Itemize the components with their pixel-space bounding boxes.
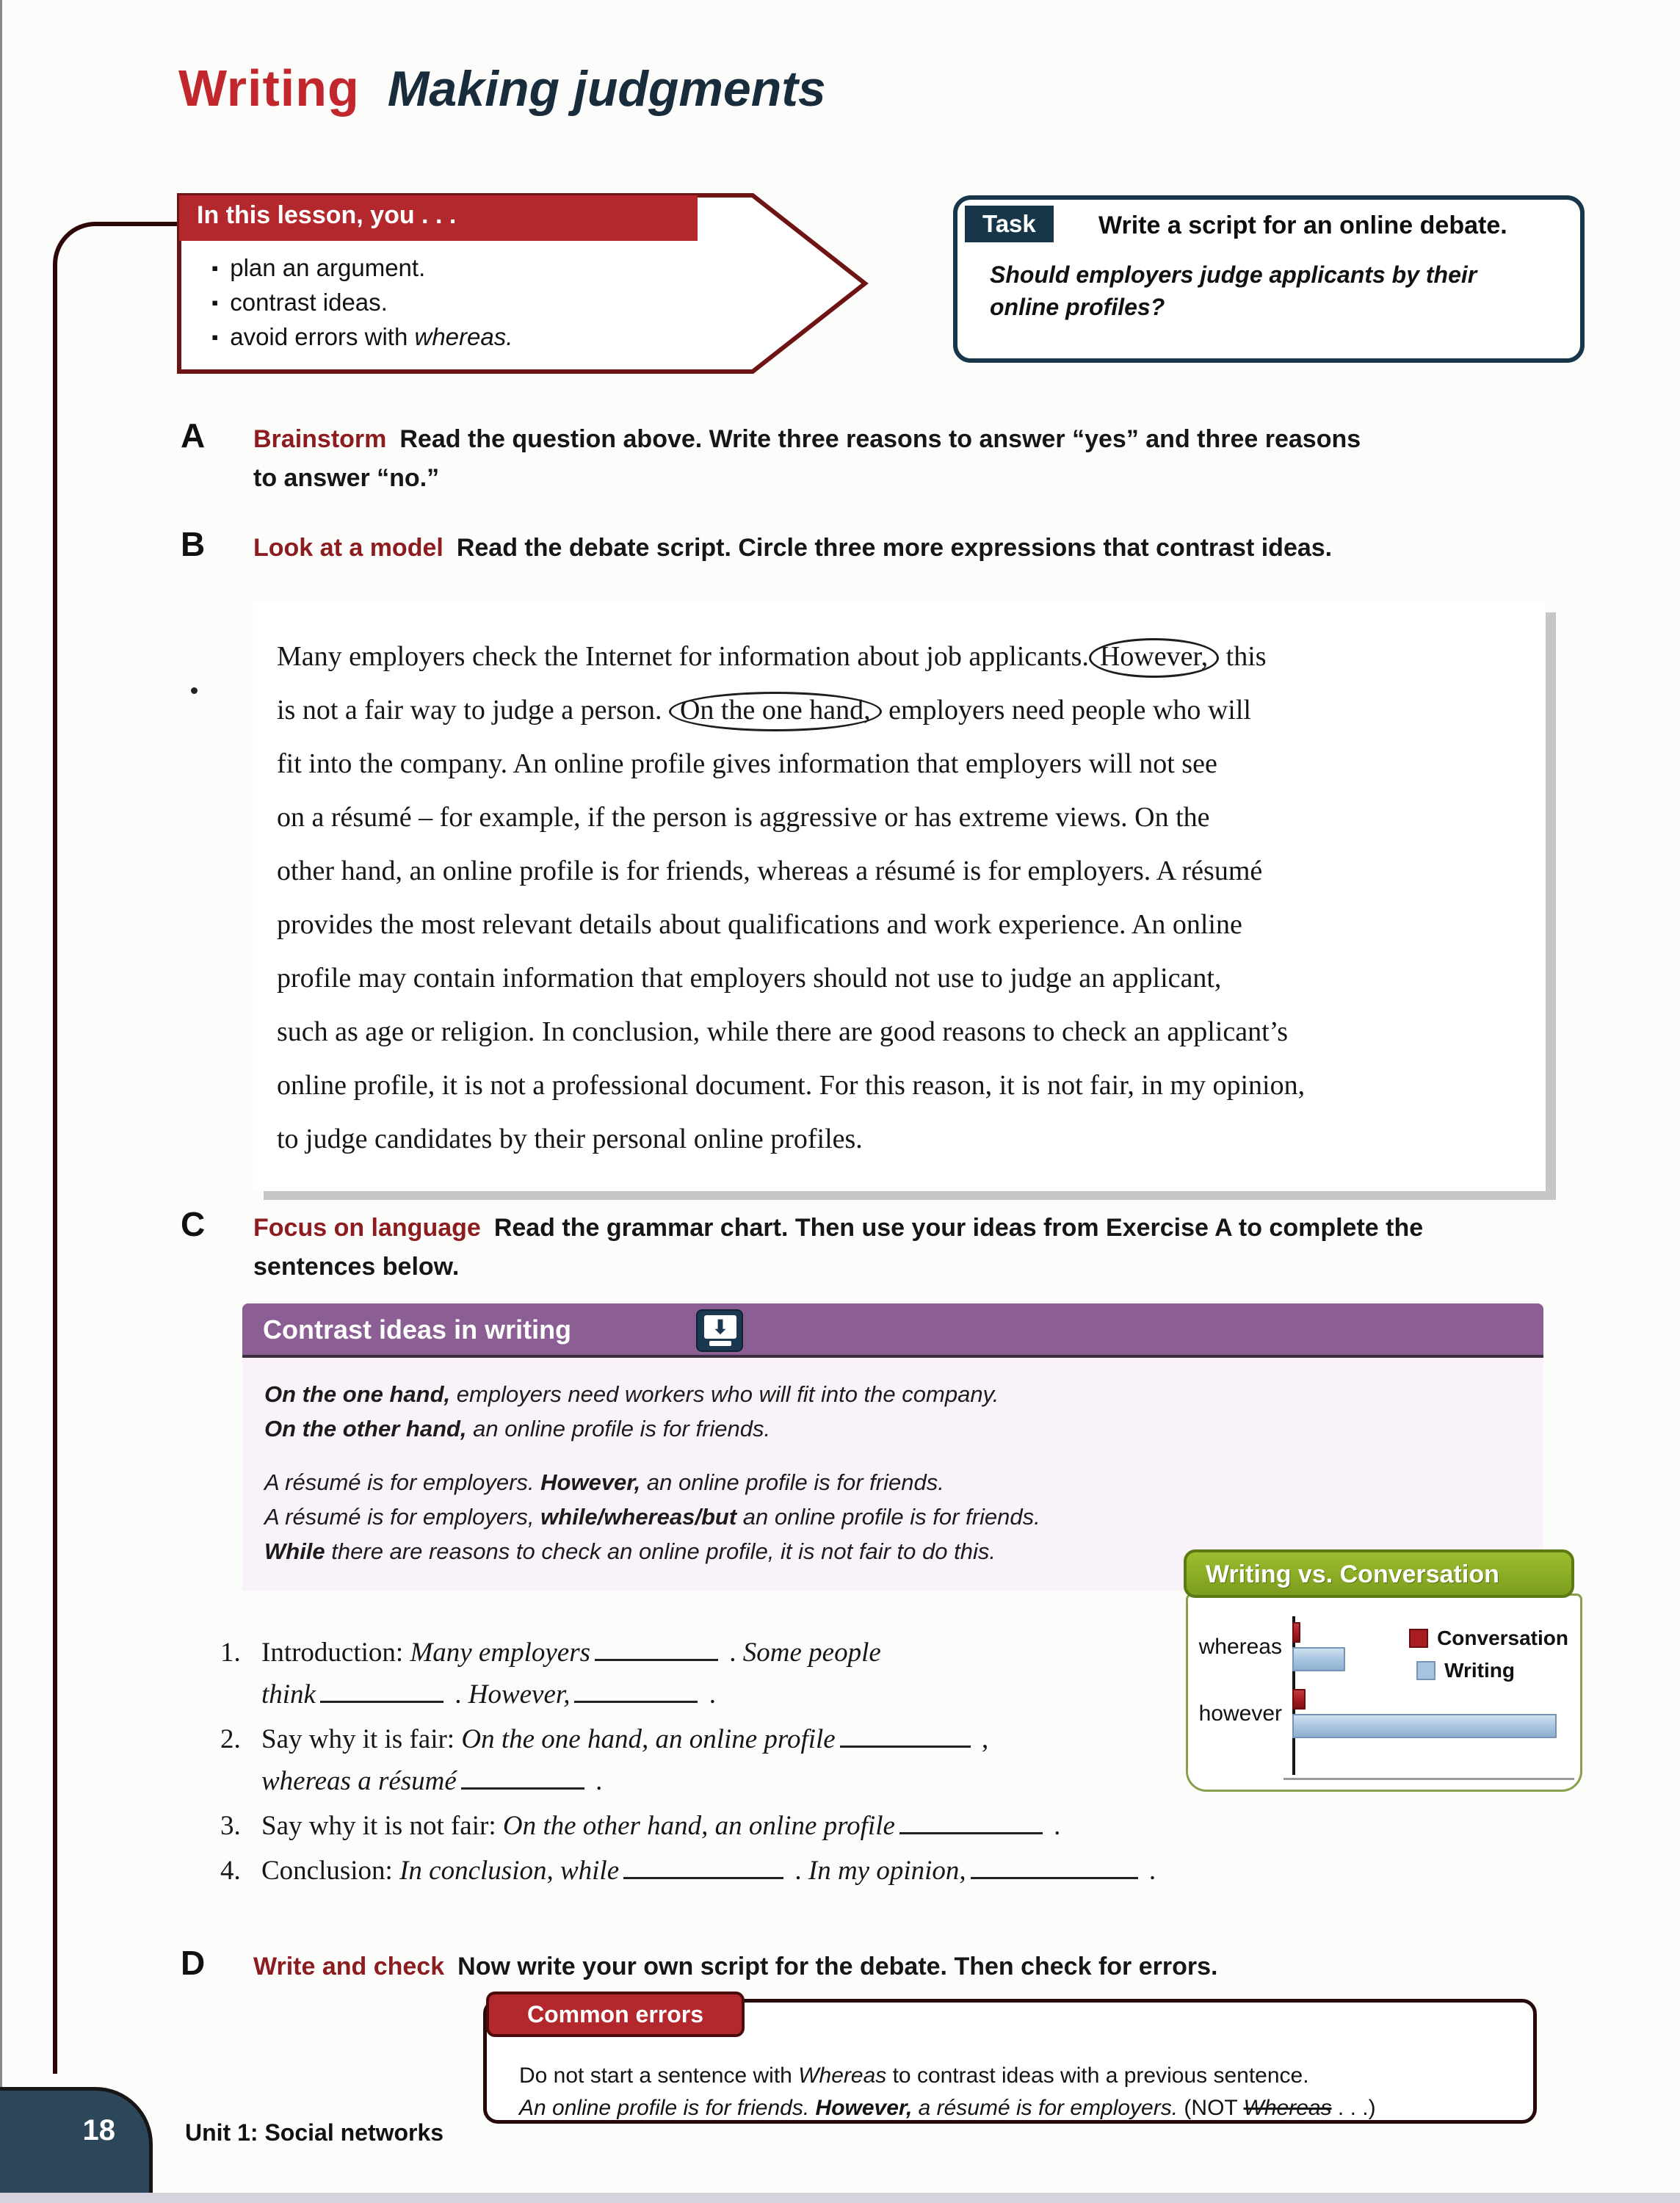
model-line: Many employers check the Internet for information about job applicants. However, this — [277, 630, 1546, 684]
exercise-number: 4. — [220, 1856, 241, 1886]
common-errors-line: An online profile is for friends. However, a résumé is for employers. (NOT Whereas . . .) — [519, 2096, 1376, 2120]
chart-legend — [1409, 1627, 1568, 1691]
section-b-label: Look at a model — [253, 534, 443, 562]
exercise-item — [220, 1805, 1190, 1847]
section-b-text: Read the debate script. Circle three more expressions that contrast ideas. — [456, 534, 1333, 562]
exercise-item — [220, 1850, 1190, 1892]
section-a-label: Brainstorm — [253, 425, 387, 453]
fill-in-blank — [574, 1674, 698, 1703]
decorative-line — [53, 222, 184, 2074]
model-line: provides the most relevant details about qualifications and work experience. An online — [277, 909, 1242, 940]
model-line: online profile, it is not a professional document. For this reason, it is not fair, in my opinion, — [277, 1070, 1306, 1101]
exercise-item — [220, 1718, 1190, 1802]
download-icon — [696, 1309, 743, 1352]
section-c-text2: sentences below. — [253, 1253, 460, 1281]
lesson-box-header: In this lesson, you . . . — [197, 201, 457, 229]
section-d-text: Now write your own script for the debate. Then check for errors. — [457, 1953, 1218, 1980]
section-a-text: Read the question above. Write three reasons to answer “yes” and three reasons — [399, 425, 1361, 453]
debate-script-card — [253, 604, 1546, 1191]
legend-swatch-writing — [1416, 1661, 1435, 1680]
grammar-line: On the one hand, employers need workers who will fit into the company. — [264, 1381, 999, 1407]
legend-label: Conversation — [1437, 1627, 1568, 1649]
legend-label: Writing — [1444, 1659, 1515, 1682]
page-number: 18 — [82, 2114, 115, 2146]
fill-in-blank — [461, 1761, 584, 1790]
section-letter-c: C — [181, 1205, 206, 1243]
stray-print-dot — [191, 687, 198, 694]
frequency-chart-header — [1184, 1549, 1574, 1598]
model-line: fit into the company. An online profile gives information that employers will not see — [277, 748, 1217, 779]
bar-conversation-however — [1292, 1689, 1306, 1710]
download-icon-arrow: ⬇ — [704, 1315, 736, 1339]
frequency-chart — [1186, 1594, 1582, 1792]
grammar-line: A résumé is for employers. However, an online profile is for friends. — [264, 1469, 944, 1495]
task-label: Task — [965, 206, 1054, 242]
frequency-chart-title: Writing vs. Conversation — [1206, 1560, 1499, 1588]
section-d-label: Write and check — [253, 1953, 445, 1980]
section-c-heading — [253, 1209, 1423, 1287]
fill-in-blank — [320, 1674, 443, 1703]
fill-in-blank — [623, 1851, 783, 1879]
bar-writing-however — [1292, 1714, 1557, 1738]
grammar-line: While there are reasons to check an online profile, it is not fair to do this. — [264, 1538, 996, 1564]
task-question: Should employers judge applicants by their online profiles? — [990, 261, 1477, 320]
page-number-box — [0, 2087, 153, 2203]
section-a-text2: to answer “no.” — [253, 464, 440, 492]
grammar-chart-header — [242, 1303, 1543, 1358]
category-label: whereas — [1198, 1634, 1282, 1659]
exercise-number: 1. — [220, 1638, 241, 1668]
grammar-chart — [242, 1303, 1543, 1591]
fill-in-blank — [595, 1632, 718, 1661]
exercise-text: Say why it is not fair: On the other hand, an online profile . — [261, 1811, 1060, 1841]
section-a-heading — [253, 420, 1361, 498]
lesson-objectives-box — [176, 192, 870, 375]
model-line: to judge candidates by their personal online profiles. — [277, 1124, 863, 1154]
fill-in-blank — [840, 1719, 971, 1748]
lesson-bullet: ▪ avoid errors with whereas. — [211, 323, 513, 351]
exercise-list — [220, 1632, 1190, 1895]
category-label: however — [1198, 1701, 1282, 1726]
section-name: Writing — [178, 59, 360, 117]
bar-writing-whereas — [1292, 1647, 1345, 1671]
model-line: such as age or religion. In conclusion, while there are good reasons to check an applicant’s — [277, 1016, 1289, 1047]
scan-bottom-edge — [0, 2193, 1680, 2203]
task-box — [953, 195, 1585, 363]
section-c-label: Focus on language — [253, 1214, 481, 1242]
common-errors-line: Do not start a sentence with Whereas to contrast ideas with a previous sentence. — [519, 2063, 1309, 2088]
model-line: other hand, an online profile is for friends, whereas a résumé is for employers. A résumé — [277, 855, 1263, 886]
lesson-bullet: ▪ contrast ideas. — [211, 289, 388, 316]
grammar-line: On the other hand, an online profile is for friends. — [264, 1416, 771, 1441]
section-d-heading — [253, 1947, 1217, 1986]
task-title: Write a script for an online debate. — [1098, 211, 1507, 239]
common-errors-header: Common errors — [486, 1992, 745, 2037]
section-c-text: Read the grammar chart. Then use your ideas from Exercise A to complete the — [493, 1214, 1424, 1242]
model-line: profile may contain information that employers should not use to judge an applicant, — [277, 963, 1222, 994]
unit-footer: Unit 1: Social networks — [185, 2119, 444, 2146]
chart-x-baseline — [1283, 1778, 1574, 1780]
lesson-bullet: ▪ plan an argument. — [211, 254, 425, 282]
section-b-heading — [253, 529, 1332, 568]
exercise-text: Conclusion: In conclusion, while . In my opinion, . — [261, 1856, 1156, 1886]
section-letter-d: D — [181, 1944, 206, 1982]
exercise-item — [220, 1632, 1190, 1715]
exercise-text: Introduction: Many employers . Some people think . However, . — [261, 1638, 881, 1710]
legend-swatch-conversation — [1409, 1629, 1428, 1648]
download-icon-tray — [709, 1341, 731, 1346]
page-title — [178, 59, 826, 117]
exercise-text: Say why it is fair: On the one hand, an online profile , whereas a résumé . — [261, 1724, 988, 1796]
lesson-title: Making judgments — [387, 61, 826, 117]
bar-conversation-whereas — [1292, 1622, 1300, 1643]
scan-left-edge — [0, 0, 2, 2203]
section-letter-a: A — [181, 416, 206, 455]
fill-in-blank — [971, 1851, 1138, 1879]
model-line: on a résumé – for example, if the person is aggressive or has extreme views. On the — [277, 802, 1210, 833]
exercise-number: 2. — [220, 1724, 241, 1754]
fill-in-blank — [899, 1806, 1043, 1834]
exercise-number: 3. — [220, 1811, 241, 1841]
grammar-chart-title: Contrast ideas in writing — [263, 1314, 572, 1345]
grammar-line: A résumé is for employers, while/whereas/but an online profile is for friends. — [264, 1504, 1040, 1530]
model-line: is not a fair way to judge a person. On the one hand, employers need people who will — [277, 684, 1546, 737]
section-letter-b: B — [181, 525, 206, 563]
